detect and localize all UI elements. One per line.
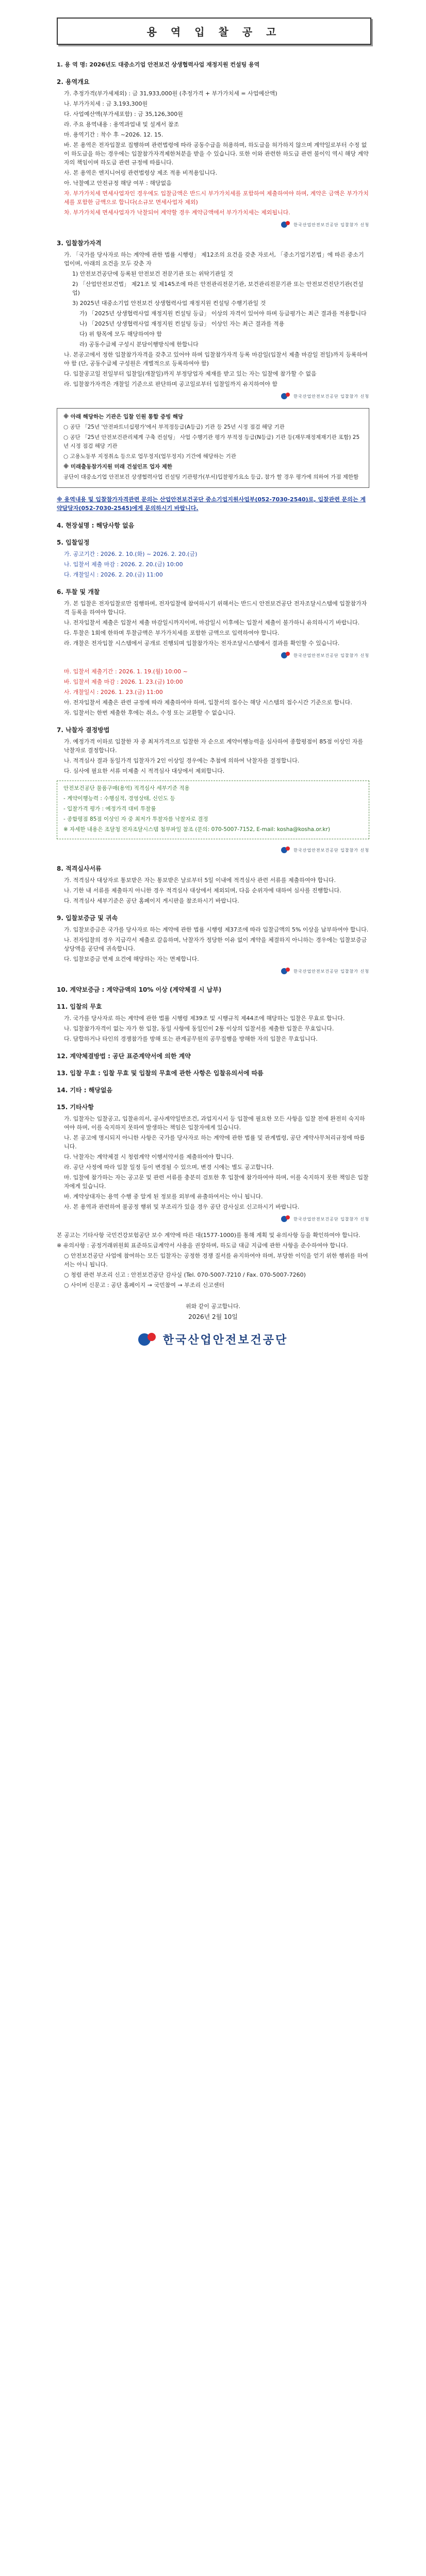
s7-heading: 7. 낙찰자 결정방법 <box>57 726 110 734</box>
s14-heading: 14. 기타 : 해당없음 <box>57 1087 113 1094</box>
notice-line: ○ 고용노동부 지정취소 등으로 업무정지(업무정지) 기간에 해당하는 기관 <box>63 453 236 460</box>
s11-line: 가. 국가를 당사자로 하는 계약에 관한 법률 시행령 제39조 및 시행규칙 제44조에 해당하는 입찰은 무효로 합니다. <box>64 1015 345 1022</box>
s7-line: 가. 예정가격 이하로 입찰한 자 중 최저가격으로 입찰한 자 순으로 계약이행능력을 심사하여 종합평점이 85점 이상인 자를 낙찰자로 결정합니다. <box>64 738 365 754</box>
s16-line: ○ 사이버 신문고 : 공단 홈페이지 → 국민참여 → 부조리 신고센터 <box>64 1282 225 1289</box>
s8-line: 가. 적격심사 대상자로 통보받은 자는 통보받은 날로부터 5일 이내에 적격심사 관련 서류를 제출하여야 합니다. <box>64 877 336 884</box>
s10-heading: 10. 계약보증금 : 계약금액의 10% 이상 (계약체결 시 납부) <box>57 986 222 993</box>
s3-line: 3) 2025년 대중소기업 안전보건 상생협력사업 재정지원 컨설팅 수행기관일 것 <box>72 300 266 307</box>
s2-line: 사. 본 용역은 엔지니어링 관련법령상 제조 적용 비적용입니다. <box>64 170 218 176</box>
s16-line: ○ 청렴 관련 부조리 신고 : 안전보건공단 감사실 (Tel. 070-5007-7210 / Fax. 070-5007-7260) <box>64 1272 306 1278</box>
s2-line: 라. 주요 용역내용 : 용역과업내 및 설계서 참조 <box>64 121 179 128</box>
org-stamp <box>57 844 369 856</box>
org-logo-icon <box>281 1215 290 1223</box>
s15-line: 나. 본 공고에 명시되지 아니한 사항은 국가를 당사자로 하는 계약에 관한 법률 및 관계법령, 공단 계약사무처리규정에 따릅니다. <box>64 1134 365 1150</box>
greenbox-line: - 계약이행능력 : 수행실적, 경영상태, 신인도 등 <box>63 795 175 802</box>
s3-line: 나. 본공고에서 정한 입찰참가자격을 갖추고 있어야 하며 입찰참가자격 등록 마감일(입찰서 제출 마감일 전일)까지 등록하여야 함 (단, 공동수급체 구성원은 개별적으로 등록하여야 함) <box>64 351 368 367</box>
s5-heading: 5. 입찰일정 <box>57 539 90 546</box>
notice-line: ※ 미래출동참가지원 미래 건설인프 업자 제한 <box>63 464 173 470</box>
s15-line: 다. 낙찰자는 계약체결 시 청렴계약 이행서약서를 제출하여야 합니다. <box>64 1154 234 1160</box>
s15-line: 마. 입찰에 참가하는 자는 공고문 및 관련 서류를 충분히 검토한 후 입찰에 참가하여야 하며, 이를 숙지하지 못한 책임은 입찰자에게 있습니다. <box>64 1174 369 1190</box>
s9-line: 가. 입찰보증금은 국가를 당사자로 하는 계약에 관한 법률 시행령 제37조에 따라 입찰금액의 5% 이상을 납부하여야 합니다. <box>64 926 369 933</box>
title-box <box>57 18 371 45</box>
s5-line: 다. 개찰일시 : 2026. 2. 20.(금) 11:00 <box>64 571 163 578</box>
s2-line: 가. 추정가격(부가세제외) : 금 31,933,000원 (추정가격 + 부가가치세 = 사업예산액) <box>64 90 277 97</box>
s11-line: 다. 담합하거나 타인의 경쟁참가를 방해 또는 관계공무원의 공무집행을 방해한 자의 입찰은 무효입니다. <box>64 1036 318 1042</box>
s7-line: 나. 적격심사 결과 동일가격 입찰자가 2인 이상일 경우에는 추첨에 의하여 낙찰자를 결정합니다. <box>64 757 300 764</box>
s9-heading: 9. 입찰보증금 및 귀속 <box>57 914 118 922</box>
org-logo-icon <box>281 968 290 975</box>
s5-line: 가. 공고기간 : 2026. 2. 10.(화) ~ 2026. 2. 20.(금) <box>64 551 198 557</box>
org-stamp <box>57 650 369 661</box>
stamp-text: 한국산업안전보건공단 입찰참가 신청 <box>293 969 369 974</box>
greenbox-line: 안전보건공단 물품구매(용역) 적격심사 세부기준 적용 <box>63 785 190 791</box>
s7-line: 다. 심사에 필요한 서류 미제출 시 적격심사 대상에서 제외합니다. <box>64 768 225 774</box>
org-logo-icon <box>281 652 290 659</box>
s6-line: 나. 전자입찰서 제출은 입찰서 제출 마감일시까지이며, 마감일시 이후에는 입찰서 제출이 불가하니 유의하시기 바랍니다. <box>64 619 360 626</box>
s15-line: 사. 본 용역과 관련하여 불공정 행위 및 부조리가 있을 경우 공단 감사실로 신고하시기 바랍니다. <box>64 1204 300 1210</box>
s3-line: 2) 「산업안전보건법」 제21조 및 제145조에 따른 안전관리전문기관, 보건관리전문기관 또는 안전보건진단기관(건설업) <box>72 281 364 296</box>
org-stamp <box>57 1213 369 1225</box>
stamp-text: 한국산업안전보건공단 입찰참가 신청 <box>293 222 369 227</box>
org-logo-icon <box>281 846 290 854</box>
s15-heading: 15. 기타사항 <box>57 1104 94 1111</box>
s3-line: 라. 입찰참가자격은 개찰일 기준으로 판단하며 공고일로부터 입찰일까지 유지하여야 함 <box>64 381 278 387</box>
issuer-signature <box>138 1331 288 1347</box>
s12-heading: 12. 계약체결방법 : 공단 표준계약서에 의한 계약 <box>57 1053 191 1060</box>
org-logo-icon <box>281 393 290 400</box>
stamp-text: 한국산업안전보건공단 입찰참가 신청 <box>293 394 369 399</box>
s16-line: ○ 안전보건공단 사업에 참여하는 모든 입찰자는 공정한 경쟁 질서를 유지하여야 하며, 부당한 이익을 얻기 위한 행위를 하여서는 아니 됩니다. <box>64 1252 368 1268</box>
s2-line-red: 자. 부가가치세 면세사업자인 경우에도 입찰금액은 반드시 부가가치세를 포함하여 제출하여야 하며, 계약은 금액은 부가가치세를 포함한 금액으로 합니다(소규모 면세사업자 제외) <box>64 190 369 206</box>
s15-line: 가. 입찰자는 입찰공고, 입찰유의서, 공사계약일반조건, 과업지시서 등 입찰에 필요한 모든 사항을 입찰 전에 완전히 숙지하여야 하며, 이를 숙지하지 못하여 발생하는 책임은 입찰자에게 있습니다. <box>64 1115 365 1131</box>
s6-line: 라. 개찰은 전자입찰 시스템에서 공개로 진행되며 입찰참가자는 전자조달시스템에서 결과를 확인할 수 있습니다. <box>64 640 340 647</box>
org-stamp <box>57 965 369 977</box>
org-logo-icon <box>138 1333 159 1346</box>
s2-heading: 2. 용역개요 <box>57 78 90 86</box>
org-stamp <box>57 391 369 402</box>
s3-line: 가. 「국가를 당사자로 하는 계약에 관한 법률 시행령」 제12조의 요건을 갖춘 자로서, 「중소기업기본법」에 따른 중소기업이며, 아래의 요건을 모두 갖춘 자 <box>64 251 364 267</box>
s3-line: 나) 「2025년 상생협력사업 재정지원 컨설팅 등급」 이상인 자는 최근 결과를 적용 <box>79 320 285 327</box>
stamp-text: 한국산업안전보건공단 입찰참가 신청 <box>293 848 369 853</box>
s2-line: 마. 용역기간 : 착수 후 ~2026. 12. 15. <box>64 131 163 138</box>
notice-line: ○ 공단 「25년 안전보건관리체계 구축 컨설팅」 사업 수행기관 평가 부적정 등급(N등급) 기관 등(재무재정제재기관 포함) 25년 시정 점검 해당 기관 <box>63 434 360 449</box>
stamp-text: 한국산업안전보건공단 입찰참가 신청 <box>293 1216 369 1222</box>
greenbox-line: - 입찰가격 평가 : 예정가격 대비 투찰률 <box>63 806 156 812</box>
greenbox-line: ※ 자세한 내용은 조달청 전자조달시스템 첨부파일 참조 (문의: 070-5007-7152, E-mail: kosha@kosha.or.kr) <box>63 826 330 833</box>
issue-date: 2026년 2월 10일 <box>188 1313 238 1320</box>
s6-timeline-line: 바. 입찰서 제출 마감 : 2026. 1. 23.(금) 10:00 <box>64 679 183 685</box>
notice-line: ○ 공단 「25년 '안전파트너십평가'에서 부적정등급(A등급) 기관 등 25년 시정 점검 해당 기관 <box>63 424 285 430</box>
document-footer <box>57 1302 369 1348</box>
s3-line: 1) 안전보건공단에 등록된 안전보건 전문기관 또는 위탁기관일 것 <box>72 270 234 277</box>
s3-heading: 3. 입찰참가자격 <box>57 240 102 247</box>
document-title: 용 역 입 찰 공 고 <box>146 26 282 38</box>
s2-line: 다. 사업예산액(부가세포함) : 금 35,126,300원 <box>64 111 183 117</box>
issuer-name: 한국산업안전보건공단 <box>162 1334 288 1347</box>
s2-line-red: 차. 부가가치세 면세사업자가 낙찰되어 계약할 경우 계약금액에서 부가가치세는 제외됩니다. <box>64 209 290 216</box>
s3-line: 다) 위 항목에 모두 해당하여야 함 <box>79 331 162 337</box>
s16-line: 본 공고는 기타사항 국민건강보험공단 보수 계약에 따른 대(1577-1000)를 통해 계획 및 유의사항 등을 확인하여야 합니다. <box>57 1232 361 1239</box>
evaluation-criteria-box <box>57 781 369 839</box>
s6b-line: 자. 입찰서는 한번 제출한 후에는 취소, 수정 또는 교환할 수 없습니다. <box>64 709 236 716</box>
s8-line: 나. 기한 내 서류를 제출하지 아니한 경우 적격심사 대상에서 제외되며, 다음 순위자에 대하여 심사를 진행합니다. <box>64 887 341 894</box>
s6-line: 가. 본 입찰은 전자입찰로만 집행하며, 전자입찰에 참여하시기 위해서는 반드시 안전보건공단 전자조달시스템에 입찰참가자격 등록을 하여야 합니다. <box>64 600 367 616</box>
s1-line: 1. 용 역 명: 2026년도 대중소기업 안전보건 상생협력사업 재정지원 컨설팅 용역 <box>57 61 260 68</box>
stamp-text: 한국산업안전보건공단 입찰참가 신청 <box>293 653 369 658</box>
greenbox-line: - 종합평점 85점 이상인 자 중 최저가 투찰자를 낙찰자로 결정 <box>63 816 208 822</box>
s11-heading: 11. 입찰의 무효 <box>57 1003 102 1010</box>
s3-line: 가) 「2025년 상생협력사업 재정지원 컨설팅 등급」 이상의 자격이 있어야 하며 등급평가는 최근 결과를 적용합니다 <box>79 310 367 317</box>
notice-line: ※ 아래 해당하는 기관은 입찰 인원 통합 증빙 해당 <box>63 414 184 420</box>
s11-line: 나. 입찰참가자격이 없는 자가 한 입찰, 동일 사항에 동일인이 2통 이상의 입찰서를 제출한 입찰은 무효입니다. <box>64 1025 334 1032</box>
s6-heading: 6. 투찰 및 개찰 <box>57 588 100 596</box>
s2-line: 아. 낙찰예고 안전규정 해당 여부 : 해당없음 <box>64 180 172 187</box>
s6-timeline-line: 마. 입찰서 제출기간 : 2026. 1. 19.(월) 10:00 ~ <box>64 668 188 675</box>
s9-line: 다. 입찰보증금 면제 요건에 해당하는 자는 면제합니다. <box>64 956 199 962</box>
closing-statement: 위와 같이 공고합니다. <box>185 1303 241 1310</box>
s15-line: 라. 공단 사정에 따라 입찰 일정 등이 변경될 수 있으며, 변경 시에는 별도 공고합니다. <box>64 1164 274 1171</box>
org-logo-icon <box>281 221 290 228</box>
contact-note: ※ 용역내용 및 입찰참가자격관련 문의는 산업안전보건공단 중소기업지원사업부(052-7030-2540)로, 입찰관련 문의는 계약담당자(052-7030-2545)에게 문의하시기 바랍니다. <box>57 496 366 512</box>
s9-line: 나. 전자입찰의 경우 지급각서 제출로 갈음하며, 낙찰자가 정당한 이유 없이 계약을 체결하지 아니하는 경우에는 입찰보증금 상당액을 공단에 귀속합니다. <box>64 937 369 952</box>
s2-line: 나. 부가가치세 : 금 3,193,300원 <box>64 100 148 107</box>
s6b-line: 아. 전자입찰서 제출은 관련 규정에 따라 제출하여야 하며, 입찰서의 접수는 해당 시스템의 접수시간 기준으로 합니다. <box>64 699 352 706</box>
s6-line: 다. 투찰은 1회에 한하며 투찰금액은 부가가치세를 포함한 금액으로 입력하여야 합니다. <box>64 630 280 636</box>
eligibility-notice-box <box>57 408 369 488</box>
s8-heading: 8. 적격심사서류 <box>57 865 102 872</box>
s8-line: 다. 적격심사 세부기준은 공단 홈페이지 게시판을 참조하시기 바랍니다. <box>64 897 239 904</box>
s5-line: 나. 입찰서 제출 마감 : 2026. 2. 20.(금) 10:00 <box>64 561 183 568</box>
s3-line: 라) 공동수급체 구성시 분담이행방식에 한합니다 <box>79 341 199 348</box>
s15-line: 바. 계약상대자는 용역 수행 중 알게 된 정보를 외부에 유출하여서는 아니 됩니다. <box>64 1193 263 1200</box>
s3-line: 다. 입찰공고일 전일부터 입찰일(개찰일)까지 부정당업자 제재를 받고 있는 자는 입찰에 참가할 수 없음 <box>64 370 317 377</box>
s13-heading: 13. 입찰 무효 : 입찰 무효 및 입찰의 무효에 관한 사항은 입찰유의서에 따름 <box>57 1070 264 1077</box>
s2-line: 바. 본 용역은 전자입찰로 집행하며 관련법령에 따라 공동수급을 허용하며, 하도급을 허가하지 않으며 계약일로부터 수정 없이 하도급을 하는 경우에는 입찰참가자격제한처분을 받을 수 있습니다. 또한 이와 관련한 하도급 관련 불이익 역시 해당 계약자의 책임이며 하도급 관련 규정에 따릅니다. <box>64 142 369 166</box>
s16-line: ※ 유의사항 : 공정거래위원회 표준하도급계약서 사용을 권장하며, 하도급 대금 지급에 관한 사항을 준수하여야 합니다. <box>57 1242 348 1249</box>
s4-heading: 4. 현장설명 : 해당사항 없음 <box>57 522 135 529</box>
org-stamp <box>57 219 369 230</box>
s6-timeline-line: 사. 개찰일시 : 2026. 1. 23.(금) 11:00 <box>64 689 163 696</box>
notice-line: 공단이 대중소기업 안전보건 상생협력사업 컨설팅 기관평가(부서)입찰평가요소 등급, 참가 할 경우 평가에 의하여 가점 제한함 <box>63 474 359 480</box>
